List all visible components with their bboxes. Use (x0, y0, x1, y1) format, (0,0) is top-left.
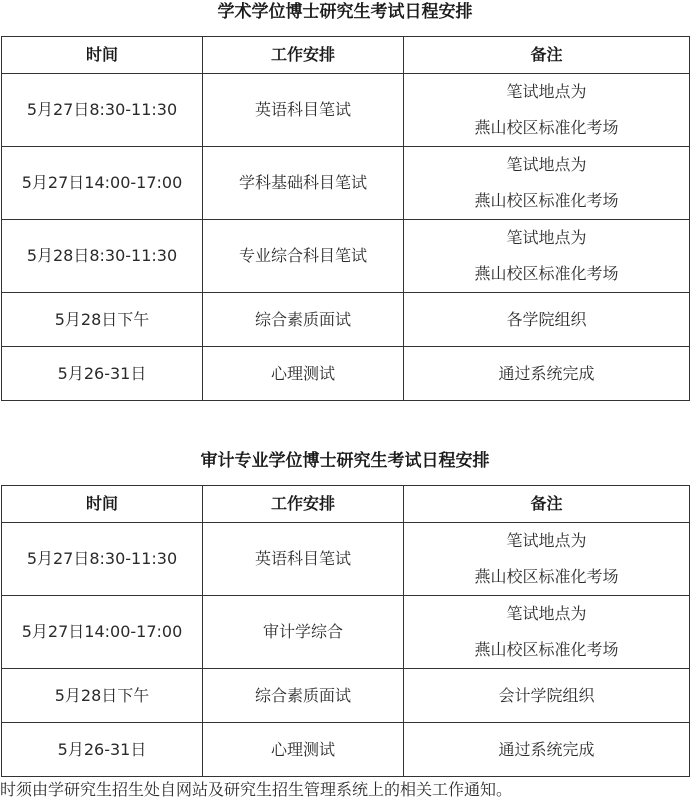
note-cell: 会计学院组织 (404, 669, 690, 723)
table-header-row (2, 37, 690, 74)
section-title-audit: 审计专业学位博士研究生考试日程安排 (200, 451, 490, 471)
task-cell: 英语科目笔试 (203, 523, 404, 596)
task-cell: 英语科目笔试 (203, 74, 404, 147)
column-header-task: 工作安排 (203, 486, 404, 523)
note-line: 燕山校区标准化考场 (474, 640, 619, 659)
footer-text: 时须由学研究生招生处自网站及研究生招生管理系统上的相关工作通知。 (0, 780, 513, 799)
time-cell: 5月28日下午 (2, 293, 203, 347)
time-cell: 5月26-31日 (2, 347, 203, 401)
note-cell: 通过系统完成 (404, 723, 690, 777)
note-cell: 各学院组织 (404, 293, 690, 347)
note-line: 笔试地点为 (506, 155, 587, 174)
time-cell: 5月28日下午 (2, 669, 203, 723)
note-cell (404, 220, 690, 293)
note-line: 燕山校区标准化考场 (474, 118, 619, 137)
note-cell (404, 74, 690, 147)
time-cell: 5月27日8:30-11:30 (2, 523, 203, 596)
table-row (2, 669, 690, 723)
schedule-table-audit (1, 485, 690, 777)
note-cell: 通过系统完成 (404, 347, 690, 401)
column-header-task: 工作安排 (203, 37, 404, 74)
schedule-table-academic (1, 36, 690, 401)
note-line: 笔试地点为 (506, 531, 587, 550)
note-line: 燕山校区标准化考场 (474, 264, 619, 283)
task-cell: 综合素质面试 (203, 293, 404, 347)
task-cell: 心理测试 (203, 723, 404, 777)
table-row (2, 347, 690, 401)
table-row (2, 596, 690, 669)
task-cell: 审计学综合 (203, 596, 404, 669)
table-row (2, 723, 690, 777)
table-row (2, 293, 690, 347)
table-row (2, 74, 690, 147)
column-header-time: 时间 (2, 37, 203, 74)
note-line: 笔试地点为 (506, 82, 587, 101)
table-row (2, 147, 690, 220)
column-header-note: 备注 (404, 486, 690, 523)
note-line: 笔试地点为 (506, 604, 587, 623)
note-cell (404, 147, 690, 220)
task-cell: 综合素质面试 (203, 669, 404, 723)
table-header-row (2, 486, 690, 523)
time-cell: 5月26-31日 (2, 723, 203, 777)
task-cell: 心理测试 (203, 347, 404, 401)
note-cell (404, 596, 690, 669)
column-header-note: 备注 (404, 37, 690, 74)
task-cell: 专业综合科目笔试 (203, 220, 404, 293)
section-title-academic: 学术学位博士研究生考试日程安排 (217, 2, 473, 22)
time-cell: 5月27日14:00-17:00 (2, 596, 203, 669)
task-cell: 学科基础科目笔试 (203, 147, 404, 220)
time-cell: 5月28日8:30-11:30 (2, 220, 203, 293)
column-header-time: 时间 (2, 486, 203, 523)
note-line: 笔试地点为 (506, 228, 587, 247)
note-line: 燕山校区标准化考场 (474, 567, 619, 586)
table-row (2, 220, 690, 293)
time-cell: 5月27日8:30-11:30 (2, 74, 203, 147)
note-line: 燕山校区标准化考场 (474, 191, 619, 210)
time-cell: 5月27日14:00-17:00 (2, 147, 203, 220)
table-row (2, 523, 690, 596)
note-cell (404, 523, 690, 596)
